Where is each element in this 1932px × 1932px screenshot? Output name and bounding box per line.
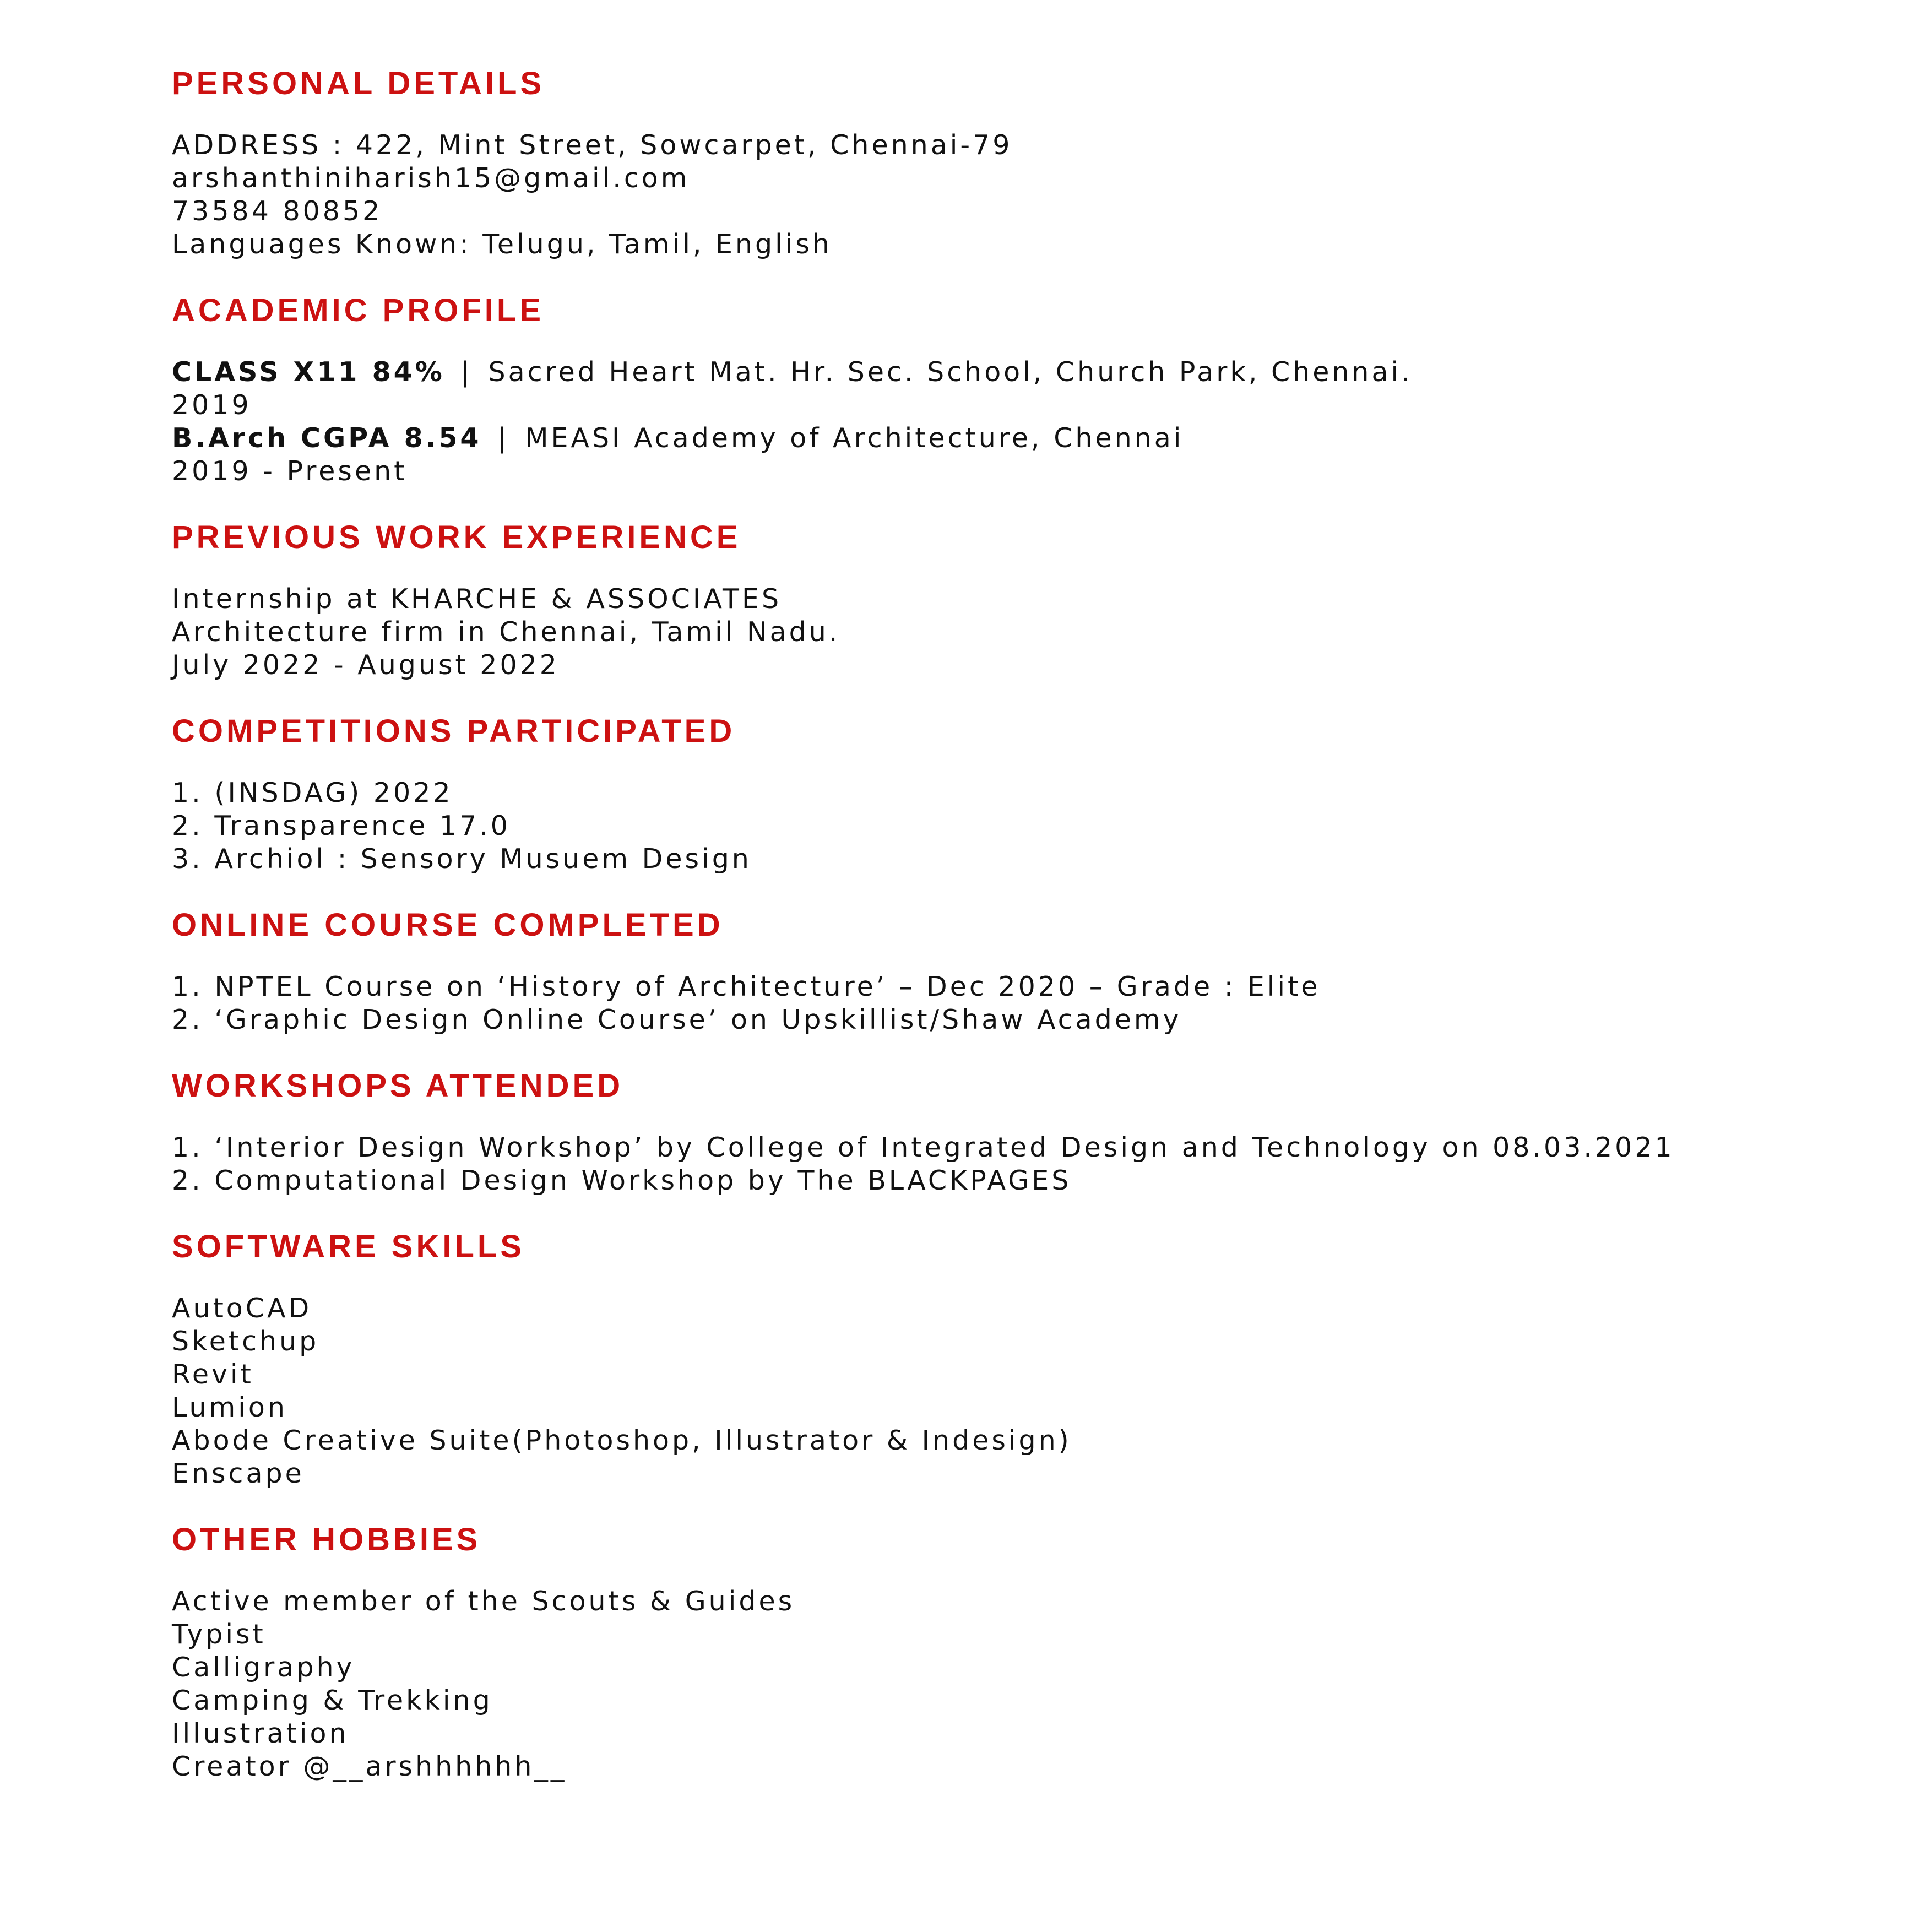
academic-entry-qualification: CLASS X11 84% (172, 356, 445, 388)
list-item: Creator @__arshhhhhh__ (172, 1751, 567, 1782)
list-item: 2. Transparence 17.0 (172, 810, 511, 842)
list-item: 2. ‘Graphic Design Online Course’ on Upskillist/Shaw Academy (172, 1004, 1182, 1035)
list-item: 1. NPTEL Course on ‘History of Architecture’ – Dec 2020 – Grade : Elite (172, 971, 1321, 1002)
list-item: Sketchup (172, 1326, 319, 1357)
academic-entry-institution: Sacred Heart Mat. Hr. Sec. School, Church Park, Chennai. (488, 356, 1413, 388)
list-item: AutoCAD (172, 1293, 312, 1324)
languages-text: Languages Known: Telugu, Tamil, English (172, 229, 832, 260)
address-text: ADDRESS : 422, Mint Street, Sowcarpet, Chennai-79 (172, 129, 1013, 161)
academic-entry-institution: MEASI Academy of Architecture, Chennai (525, 422, 1184, 454)
online-course-section (172, 907, 1824, 1036)
list-item: Lumion (172, 1392, 287, 1423)
hobbies-heading: OTHER HOBBIES (172, 1522, 481, 1557)
academic-entry-qualification: B.Arch CGPA 8.54 (172, 422, 482, 454)
academic-profile-heading: ACADEMIC PROFILE (172, 292, 544, 328)
academic-entry-year: 2019 - Present (172, 455, 408, 487)
list-item: 3. Archiol : Sensory Musuem Design (172, 843, 752, 875)
list-item: 1. (INSDAG) 2022 (172, 777, 453, 808)
online-course-heading: ONLINE COURSE COMPLETED (172, 907, 724, 943)
experience-line: Architecture firm in Chennai, Tamil Nadu. (172, 616, 840, 648)
competitions-heading: COMPETITIONS PARTICIPATED (172, 713, 736, 749)
work-experience-section (172, 519, 1824, 682)
workshops-section (172, 1067, 1824, 1197)
hobbies-section (172, 1521, 1824, 1783)
resume-page (172, 65, 1824, 1814)
list-item: Revit (172, 1359, 254, 1390)
academic-entry-year: 2019 (172, 389, 252, 421)
academic-entry-separator: | (460, 356, 473, 388)
workshops-heading: WORKSHOPS ATTENDED (172, 1068, 624, 1104)
list-item: 2. Computational Design Workshop by The BLACKPAGES (172, 1165, 1072, 1196)
experience-line: Internship at KHARCHE & ASSOCIATES (172, 583, 782, 615)
list-item: Abode Creative Suite(Photoshop, Illustrator & Indesign) (172, 1425, 1072, 1456)
list-item: 1. ‘Interior Design Workshop’ by College of Integrated Design and Technology on 08.03.2021 (172, 1132, 1675, 1163)
software-skills-section (172, 1228, 1824, 1490)
academic-profile-section (172, 292, 1824, 488)
email-text: arshanthiniharish15@gmail.com (172, 162, 690, 194)
list-item: Active member of the Scouts & Guides (172, 1586, 795, 1617)
experience-line: July 2022 - August 2022 (172, 649, 560, 681)
academic-entry (172, 422, 1824, 455)
list-item: Illustration (172, 1718, 349, 1749)
personal-details-heading: PERSONAL DETAILS (172, 66, 545, 101)
competitions-section (172, 713, 1824, 876)
phone-text: 73584 80852 (172, 196, 383, 227)
list-item: Enscape (172, 1458, 305, 1489)
academic-entry (172, 356, 1824, 389)
software-skills-heading: SOFTWARE SKILLS (172, 1229, 525, 1265)
list-item: Camping & Trekking (172, 1685, 493, 1716)
list-item: Calligraphy (172, 1652, 355, 1683)
academic-entry-separator: | (497, 422, 509, 454)
list-item: Typist (172, 1619, 266, 1650)
personal-details-section (172, 65, 1824, 261)
work-experience-heading: PREVIOUS WORK EXPERIENCE (172, 519, 741, 555)
